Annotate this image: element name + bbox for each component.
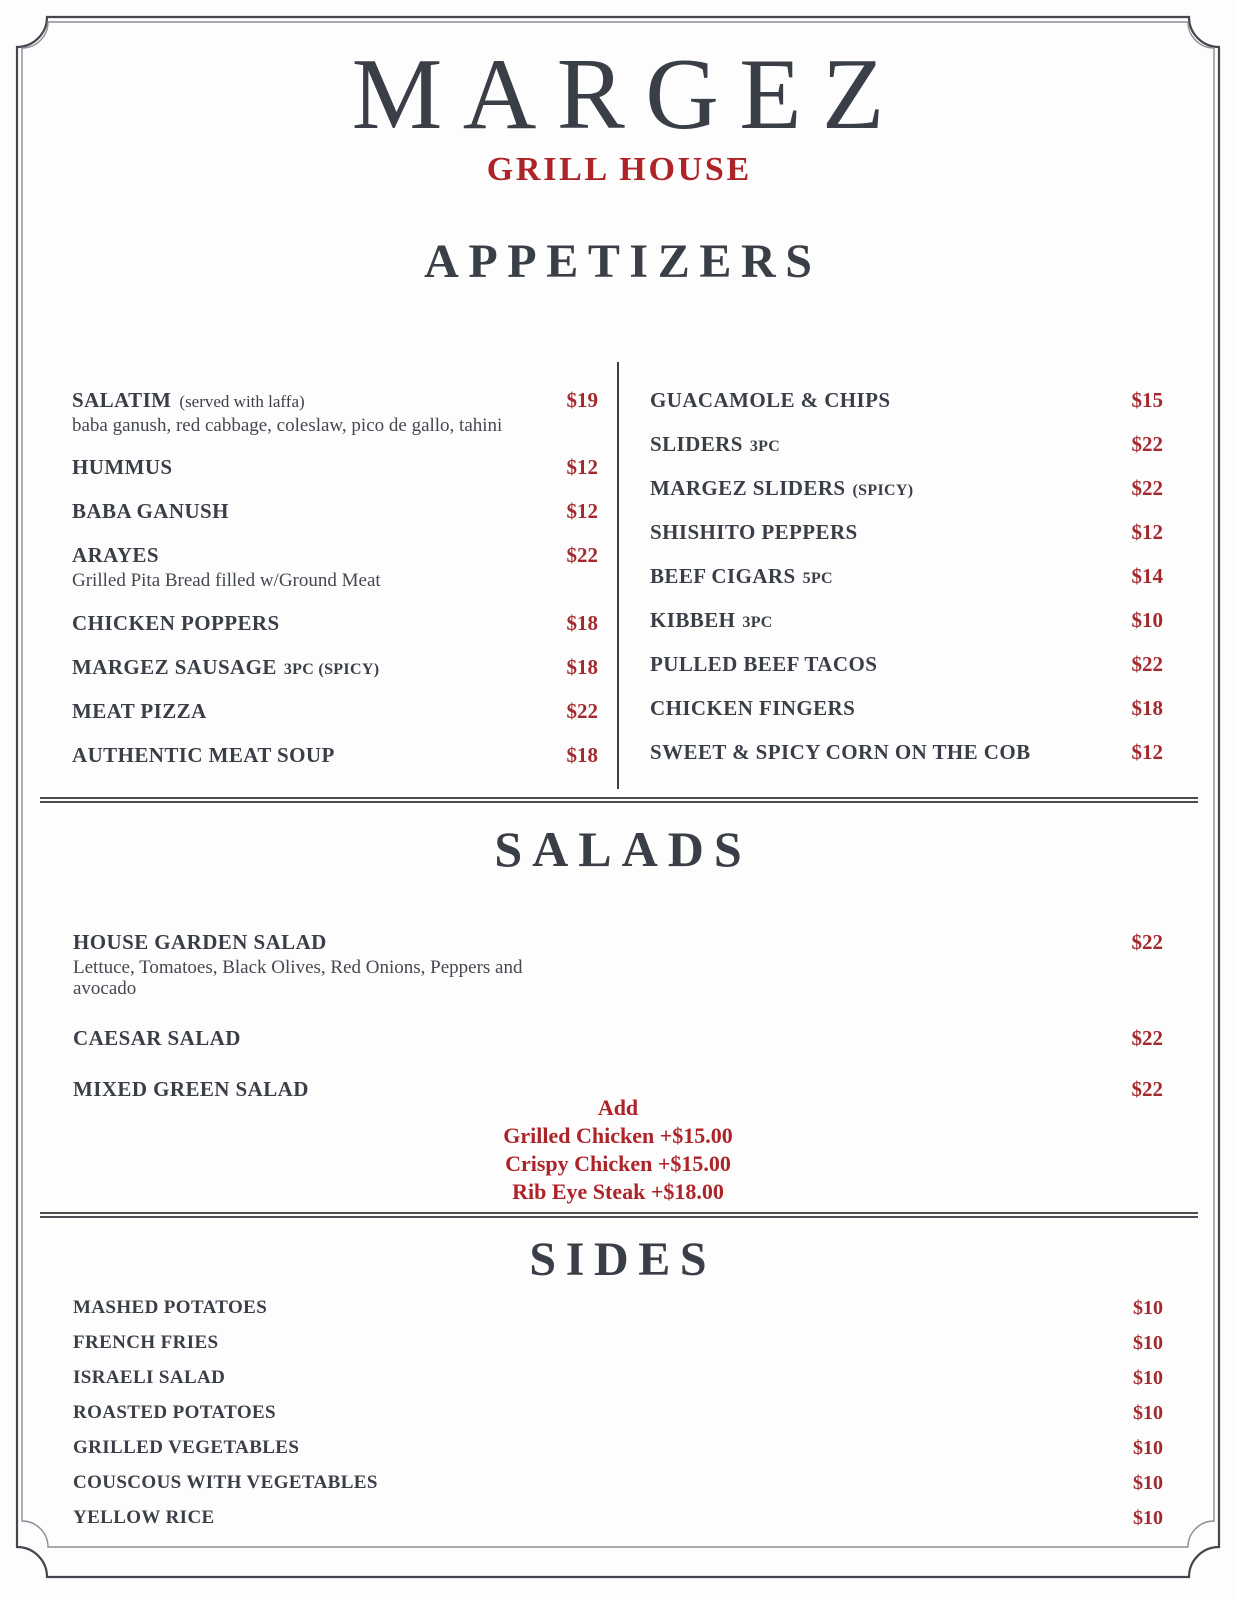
menu-item-text	[73, 930, 1120, 1000]
item-name: FRENCH FRIES	[73, 1332, 219, 1353]
menu-item-name-row	[72, 388, 555, 413]
item-name: SALATIM	[72, 388, 172, 412]
item-price: $22	[1131, 652, 1163, 676]
menu-item	[72, 543, 598, 591]
item-price: $22	[1131, 930, 1163, 954]
item-tag: 5PC	[802, 570, 833, 587]
item-price: $10	[1133, 1437, 1163, 1459]
item-price: $10	[1133, 1472, 1163, 1494]
item-name: MIXED GREEN SALAD	[73, 1076, 309, 1101]
item-price: $22	[1131, 1025, 1163, 1050]
item-name: CAESAR SALAD	[73, 1025, 241, 1050]
menu-item-name-row	[72, 455, 555, 480]
menu-item	[72, 699, 598, 724]
menu-item	[72, 455, 598, 480]
item-price: $12	[566, 499, 598, 524]
item-description: baba ganush, red cabbage, coleslaw, pico de gallo, tahini	[72, 415, 503, 436]
menu-item-name-row	[73, 1332, 1121, 1354]
item-name: BEEF CIGARS	[650, 564, 796, 588]
sides-section	[73, 1297, 1163, 1542]
menu-item	[650, 608, 1163, 633]
item-name: MASHED POTATOES	[73, 1297, 268, 1318]
item-name: HOUSE GARDEN SALAD	[73, 930, 327, 954]
item-name: ROASTED POTATOES	[73, 1402, 276, 1423]
item-price: $18	[566, 742, 598, 767]
menu-item-name-row	[73, 1472, 1121, 1494]
menu-item-name-row	[650, 696, 1120, 721]
restaurant-name: MARGEZ	[351, 38, 905, 151]
menu-item-name-row	[72, 499, 555, 524]
menu-item-text	[650, 388, 1120, 413]
item-price: $22	[566, 698, 598, 723]
addon-option: Crispy Chicken +$15.00	[505, 1151, 731, 1176]
menu-item	[73, 1437, 1163, 1460]
menu-item-text	[650, 520, 1120, 545]
item-price: $22	[1131, 476, 1163, 500]
addons-title: Add	[597, 1095, 639, 1120]
menu-item-text	[73, 1332, 1121, 1354]
menu-item-name-row	[73, 1437, 1121, 1459]
item-tag: 3PC	[749, 438, 781, 455]
menu-item	[650, 388, 1163, 413]
menu-item-text	[72, 499, 555, 524]
menu-item	[73, 1367, 1163, 1390]
item-name: GRILLED VEGETABLES	[73, 1437, 300, 1458]
item-price: $15	[1131, 388, 1163, 412]
menu-item-name-row	[72, 743, 555, 768]
menu-item-text	[73, 1367, 1121, 1389]
item-tag: 3PC (SPICY)	[283, 660, 380, 678]
menu-item-text	[73, 1402, 1121, 1424]
item-price: $12	[1131, 740, 1163, 764]
menu-item-name-row	[73, 1297, 1121, 1319]
menu-item-text	[73, 1472, 1121, 1494]
item-name: KIBBEH	[650, 608, 736, 632]
item-price: $14	[1131, 564, 1163, 588]
salad-addons-block	[0, 1094, 1236, 1206]
item-description: Lettuce, Tomatoes, Black Olives, Red Onions, Peppers and avocado	[73, 957, 523, 1000]
item-price: $10	[1133, 1507, 1163, 1529]
menu-item	[73, 1297, 1163, 1320]
menu-item-name-row	[73, 1507, 1121, 1529]
menu-item-name-row	[650, 432, 1120, 457]
menu-item-name-row	[650, 388, 1120, 413]
menu-item-name-row	[73, 930, 1120, 955]
item-description: Grilled Pita Bread filled w/Ground Meat	[72, 570, 381, 592]
column-gap	[598, 388, 650, 787]
menu-item	[650, 696, 1163, 721]
addons-options	[0, 1122, 1236, 1206]
menu-item	[73, 1507, 1163, 1530]
section-title-sides: SIDES	[529, 1233, 717, 1286]
menu-item-name-row	[72, 699, 555, 724]
item-name: GUACAMOLE & CHIPS	[650, 388, 891, 412]
section-title-appetizers: APPETIZERS	[424, 235, 822, 288]
menu-item-name-row	[72, 543, 555, 568]
menu-item	[72, 655, 598, 680]
item-name: SHISHITO PEPPERS	[650, 520, 858, 544]
item-name: ISRAELI SALAD	[73, 1367, 226, 1388]
menu-item-text	[72, 611, 555, 636]
item-name: MEAT PIZZA	[72, 698, 207, 723]
item-name: CHICKEN POPPERS	[72, 610, 280, 635]
menu-item-name-row	[650, 608, 1120, 633]
menu-item-text	[73, 1507, 1121, 1529]
menu-item	[72, 388, 598, 436]
item-name: PULLED BEEF TACOS	[650, 652, 878, 676]
item-name: HUMMUS	[72, 455, 173, 480]
menu-item	[650, 652, 1163, 677]
menu-item-text	[72, 543, 555, 591]
menu-item	[650, 740, 1163, 765]
menu-item-name-row	[72, 655, 555, 680]
menu-item-name-row	[73, 1402, 1121, 1424]
item-price: $22	[1131, 1076, 1163, 1101]
menu-item	[72, 499, 598, 524]
menu-item-name-row	[72, 611, 555, 636]
menu-item	[650, 520, 1163, 545]
menu-item	[650, 564, 1163, 589]
item-price: $10	[1133, 1367, 1163, 1389]
item-name: ARAYES	[72, 543, 159, 568]
restaurant-tagline: GRILL HOUSE	[486, 151, 752, 188]
column-divider-rule	[617, 362, 619, 789]
menu-item-text	[73, 1026, 1120, 1051]
section-divider-rule	[40, 797, 1198, 803]
menu-item-name-row	[73, 1367, 1121, 1389]
menu-item	[72, 743, 598, 768]
item-price: $19	[566, 388, 598, 412]
item-name: MARGEZ SAUSAGE	[72, 654, 277, 679]
item-name: SLIDERS	[650, 432, 743, 456]
item-name: YELLOW RICE	[73, 1507, 215, 1528]
menu-item	[73, 1472, 1163, 1495]
menu-item-name-row	[650, 476, 1120, 501]
menu-item-text	[650, 652, 1120, 677]
menu-item-text	[650, 476, 1120, 501]
menu-item-text	[650, 740, 1120, 765]
menu-item-name-row	[73, 1026, 1120, 1051]
menu-item-text	[650, 564, 1120, 589]
menu-item-text	[72, 655, 555, 680]
item-name: SWEET & SPICY CORN ON THE COB	[650, 740, 1031, 764]
section-title-salads: SALADS	[494, 821, 752, 877]
menu-item-text	[72, 455, 555, 480]
item-price: $10	[1131, 608, 1163, 632]
item-price: $12	[566, 455, 598, 480]
item-price: $18	[1131, 696, 1163, 720]
item-name: AUTHENTIC MEAT SOUP	[72, 742, 335, 767]
menu-item	[73, 1026, 1163, 1051]
appetizers-left-column	[72, 388, 598, 787]
item-tag: 3PC	[742, 614, 773, 631]
section-divider-rule	[40, 1212, 1198, 1218]
item-name: COUSCOUS WITH VEGETABLES	[73, 1472, 378, 1493]
item-name: MARGEZ SLIDERS	[650, 476, 846, 500]
item-tag: (SPICY)	[852, 482, 914, 499]
menu-item-text	[72, 388, 555, 436]
menu-item	[73, 930, 1163, 1000]
menu-item-text	[650, 696, 1120, 721]
menu-item-text	[73, 1437, 1121, 1459]
addon-option: Rib Eye Steak +$18.00	[512, 1179, 724, 1204]
item-price: $22	[566, 543, 598, 568]
menu-item-name-row	[650, 520, 1120, 545]
menu-item-name-row	[650, 740, 1120, 765]
item-price: $10	[1133, 1332, 1163, 1354]
menu-item	[650, 432, 1163, 457]
addon-option: Grilled Chicken +$15.00	[503, 1123, 733, 1148]
item-price: $22	[1131, 432, 1163, 456]
item-price: $10	[1133, 1297, 1163, 1319]
item-price: $18	[566, 610, 598, 635]
menu-item-text	[73, 1297, 1121, 1319]
menu-item-text	[650, 608, 1120, 633]
menu-item	[650, 476, 1163, 501]
menu-item	[72, 611, 598, 636]
item-price: $18	[566, 654, 598, 679]
menu-item	[73, 1332, 1163, 1355]
menu-item-name-row	[650, 652, 1120, 677]
menu-item-text	[72, 743, 555, 768]
menu-item-text	[650, 432, 1120, 457]
item-name: BABA GANUSH	[72, 499, 229, 524]
item-price: $10	[1133, 1402, 1163, 1424]
item-price: $12	[1131, 520, 1163, 544]
menu-item	[73, 1402, 1163, 1425]
menu-item-name-row	[650, 564, 1120, 589]
appetizers-right-column	[650, 388, 1163, 787]
item-name: CHICKEN FINGERS	[650, 696, 856, 720]
menu-item-text	[72, 699, 555, 724]
item-note: (served with laffa)	[179, 392, 305, 411]
